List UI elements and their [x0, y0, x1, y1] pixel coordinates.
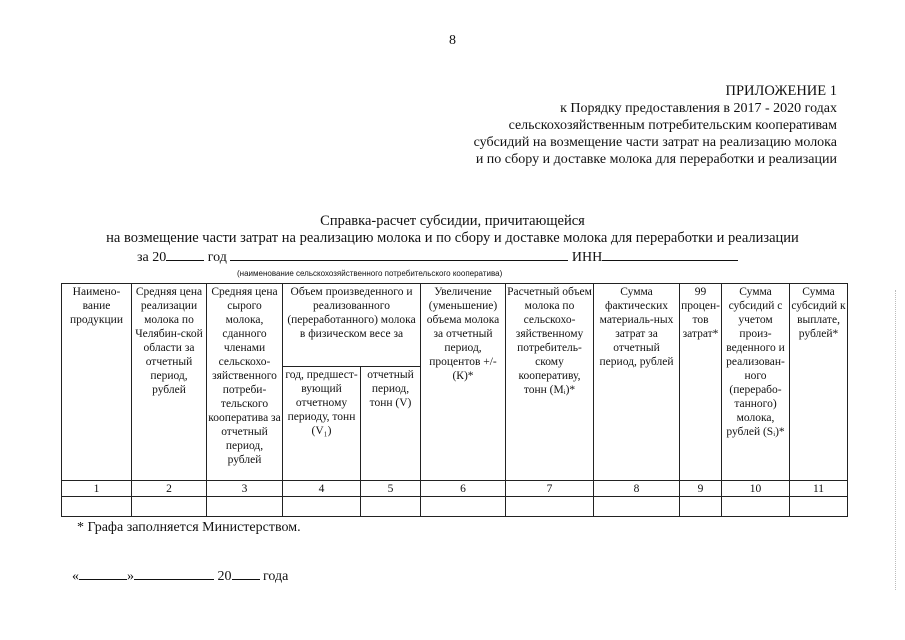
- header-avg-price-region: Средняя цена реализации молока по Челябин-ской области за отчетный период, рублей: [132, 284, 207, 481]
- document-title-line-1: Справка-расчет субсидии, причитающейся: [320, 213, 585, 229]
- year-blank[interactable]: [166, 250, 204, 261]
- header-estimated-volume: Расчетный объем молока по сельскохо-зяйственному потребитель-скому кооперативу, тонн (Мᵢ)*: [506, 284, 594, 481]
- date-year-blank[interactable]: [232, 569, 260, 580]
- header-volume-change: Увеличение (уменьшение) объема молока за отчетный период, процентов +/- (К)*: [421, 284, 506, 481]
- day-blank[interactable]: [79, 569, 127, 580]
- column-number: 6: [421, 481, 506, 497]
- column-number: 8: [594, 481, 680, 497]
- column-number: 9: [680, 481, 722, 497]
- document-title-line-2: на возмещение части затрат на реализацию молока и по сбору и доставке молока для переработки и реализации: [106, 230, 799, 246]
- column-number: 11: [790, 481, 848, 497]
- table-cell[interactable]: [132, 497, 207, 517]
- scan-margin-mark: [895, 290, 899, 590]
- header-subsidy-payout: Сумма субсидий к выплате, рублей*: [790, 284, 848, 481]
- table-cell[interactable]: [790, 497, 848, 517]
- period-line: [137, 250, 738, 266]
- column-number: 2: [132, 481, 207, 497]
- column-number: 4: [283, 481, 361, 497]
- month-blank[interactable]: [134, 569, 214, 580]
- table-cell[interactable]: [361, 497, 421, 517]
- appendix-line: к Порядку предоставления в 2017 - 2020 годах: [560, 101, 837, 116]
- appendix-line: и по сбору и доставке молока для переработки и реализации: [475, 152, 837, 167]
- table-cell[interactable]: [722, 497, 790, 517]
- page-number: 8: [449, 33, 456, 48]
- table-cell[interactable]: [594, 497, 680, 517]
- column-number: 5: [361, 481, 421, 497]
- header-99-percent: 99 процен-тов затрат*: [680, 284, 722, 481]
- date-year-prefix: 20: [217, 569, 232, 584]
- table-cell[interactable]: [283, 497, 361, 517]
- table-cell[interactable]: [62, 497, 132, 517]
- appendix-block: [474, 83, 837, 168]
- date-year-suffix: года: [263, 569, 289, 584]
- date-line: [72, 569, 288, 585]
- appendix-line: сельскохозяйственным потребительским кооперативам: [508, 118, 837, 133]
- column-number: 3: [207, 481, 283, 497]
- header-subsidy-calculated: Сумма субсидий с учетом произ-веденного и реализован-ного (перерабо-танного) молока, рублей (Sᵢ)*: [722, 284, 790, 481]
- table-cell[interactable]: [680, 497, 722, 517]
- organization-blank[interactable]: [230, 250, 568, 261]
- inn-blank[interactable]: [602, 250, 738, 261]
- header-volume-reporting-period: отчетный период, тонн (V): [361, 366, 421, 480]
- header-volume-group: Объем произведенного и реализованного (переработанного) молока в физическом весе за: [283, 284, 421, 367]
- column-number: 10: [722, 481, 790, 497]
- date-open-quote: «: [72, 569, 79, 584]
- date-close-quote: »: [127, 569, 134, 584]
- header-product-name: Наимено-вание продукции: [62, 284, 132, 481]
- appendix-line: субсидий на возмещение части затрат на реализацию молока: [473, 135, 837, 150]
- column-number: 1: [62, 481, 132, 497]
- header-volume-previous-year: год, предшест-вующий отчетному периоду, тонн (V₁): [283, 366, 361, 480]
- header-avg-price-raw: Средняя цена сырого молока, сданного членами сельскохо-зяйственного потреби-тельского кооператива за отчетный период, рублей: [207, 284, 283, 481]
- inn-label: ИНН: [571, 250, 603, 265]
- table-cell[interactable]: [506, 497, 594, 517]
- document-title: [0, 213, 905, 247]
- header-material-costs: Сумма фактических материаль-ных затрат за отчетный период, рублей: [594, 284, 680, 481]
- table-cell[interactable]: [207, 497, 283, 517]
- table-cell[interactable]: [421, 497, 506, 517]
- period-prefix: за 20: [137, 250, 167, 265]
- footnote: * Графа заполняется Министерством.: [77, 520, 301, 535]
- subsidy-table: [61, 283, 848, 517]
- appendix-title: ПРИЛОЖЕНИЕ 1: [725, 83, 837, 99]
- column-number: 7: [506, 481, 594, 497]
- organization-caption: (наименование сельскохозяйственного потребительского кооператива): [237, 269, 503, 278]
- period-year-label: год: [207, 250, 227, 265]
